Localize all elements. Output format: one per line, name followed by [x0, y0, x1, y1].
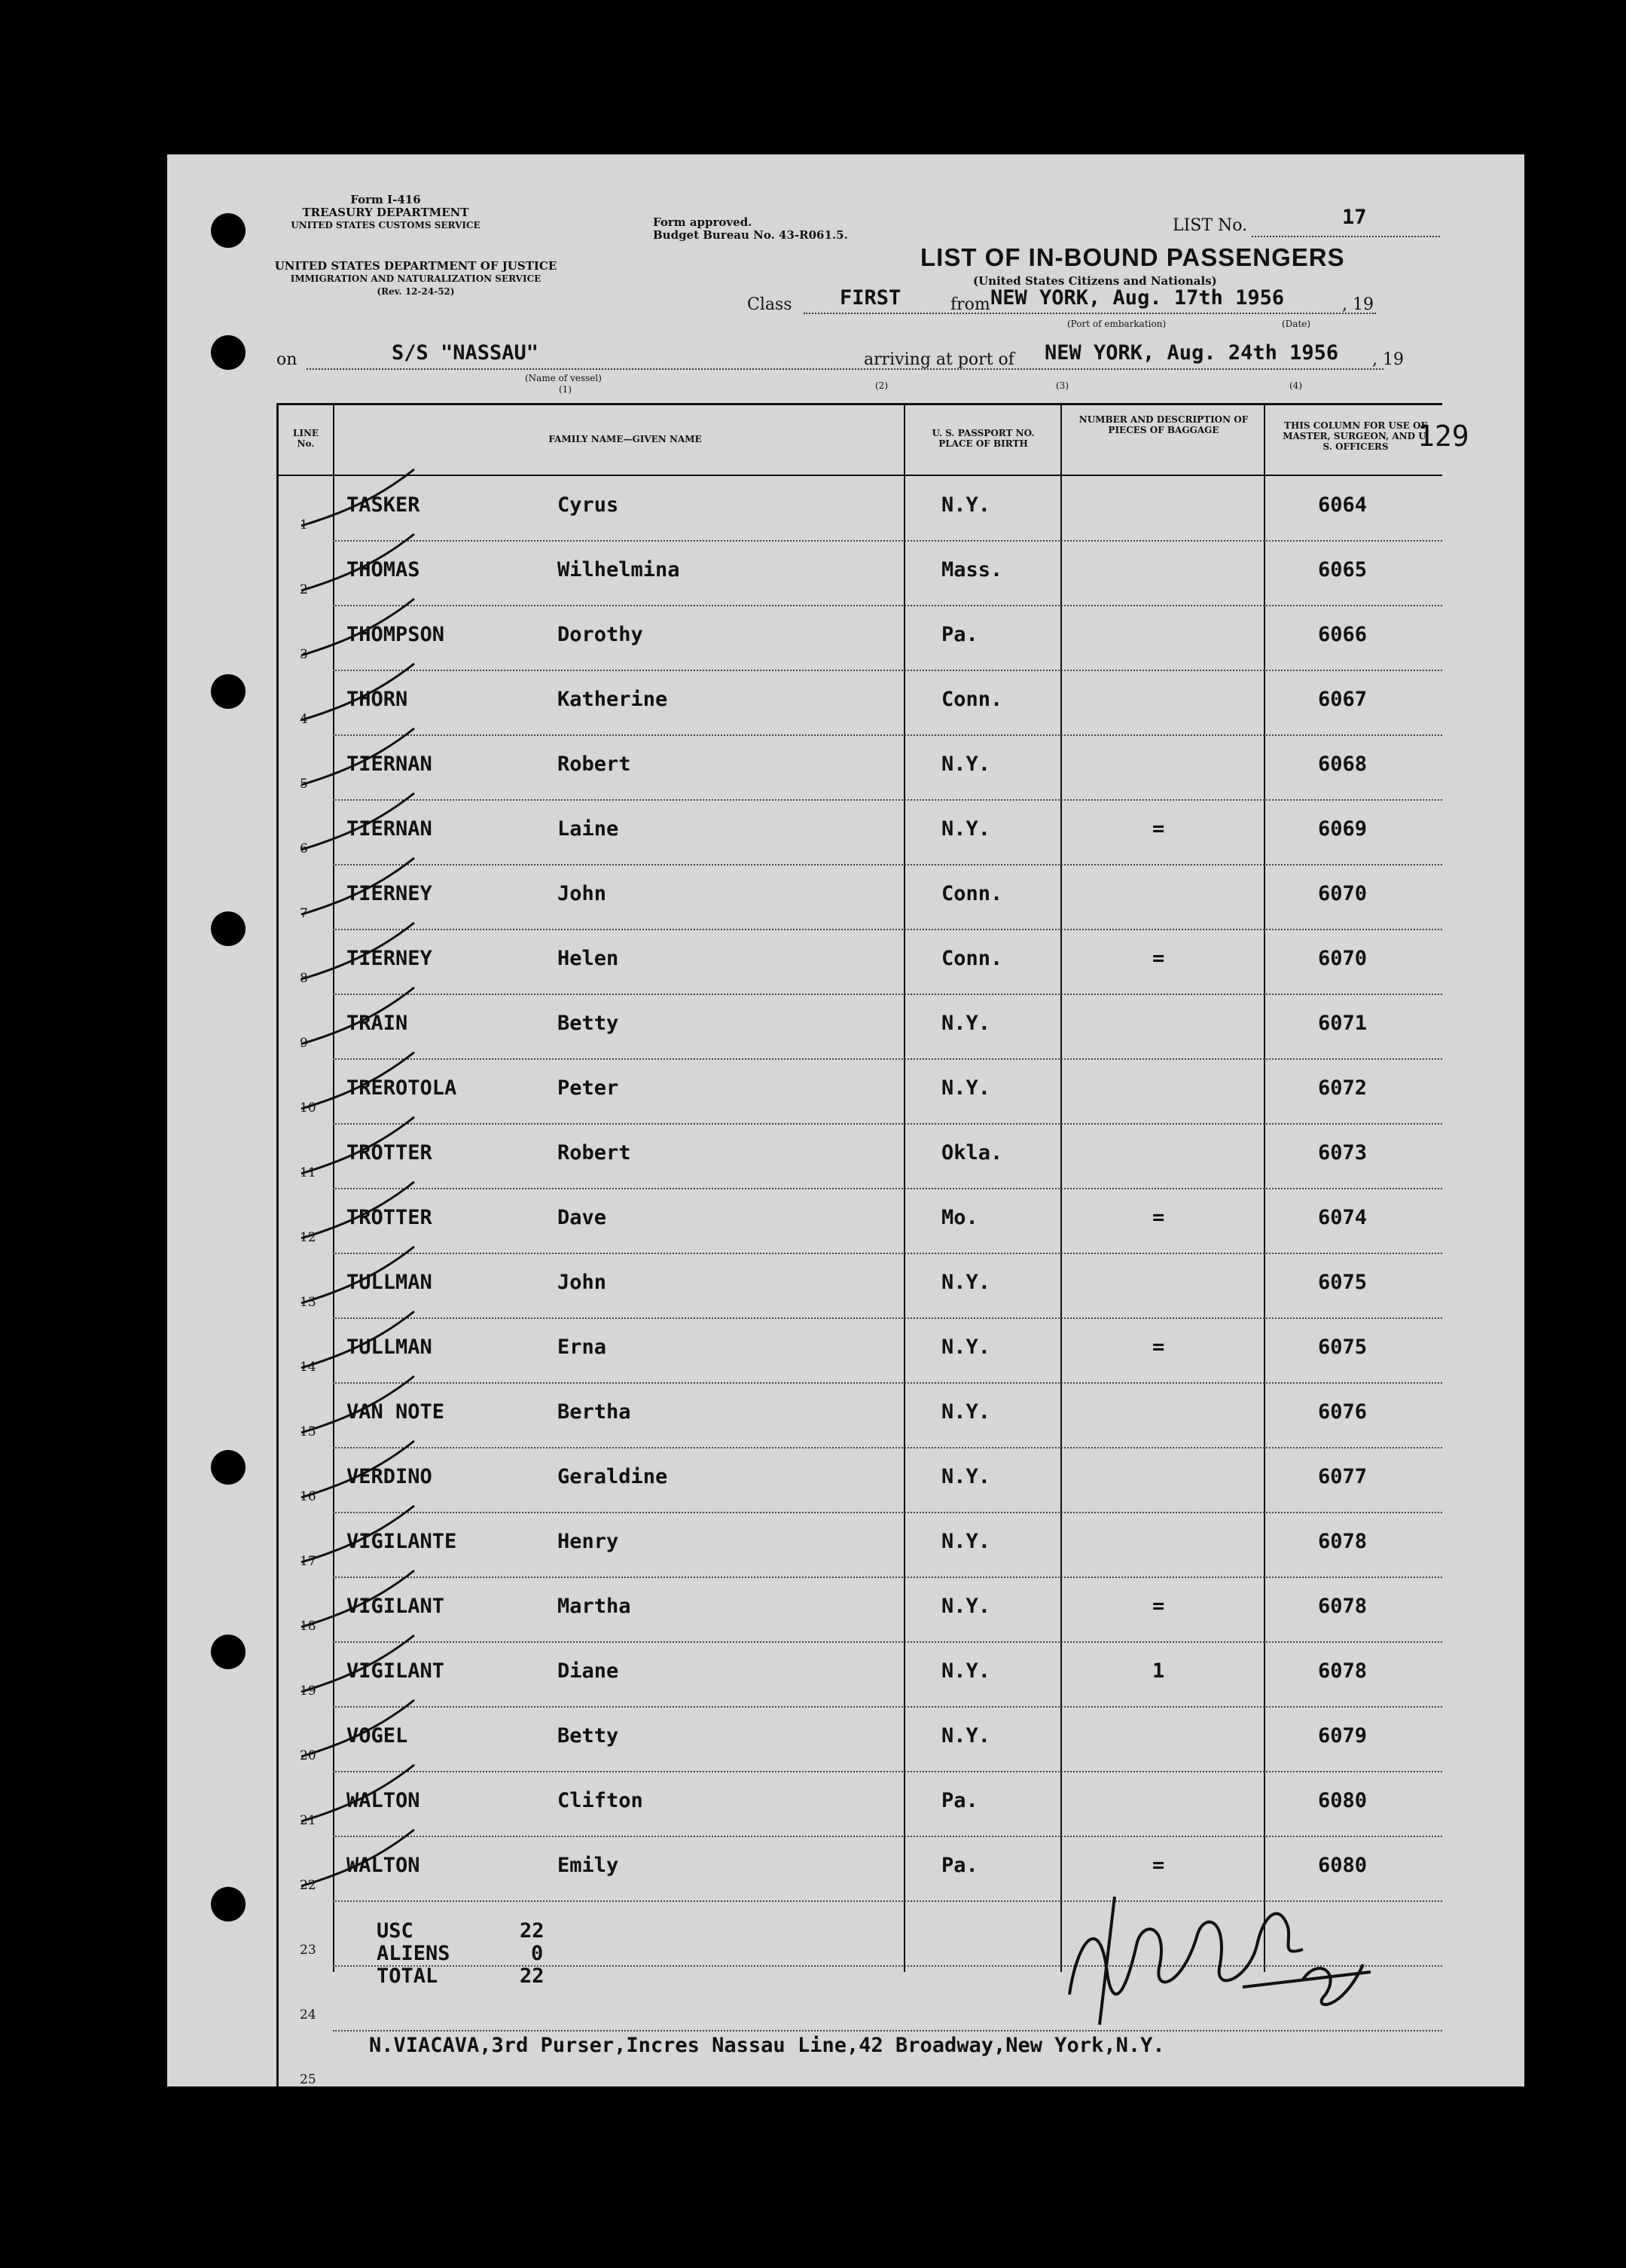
given-name: Wilhelmina: [557, 558, 680, 581]
check-mark: [294, 850, 422, 918]
place-of-birth: N.Y.: [941, 1271, 991, 1294]
place-of-birth: N.Y.: [941, 1012, 991, 1035]
given-name: Betty: [557, 1012, 619, 1035]
table-row: [279, 736, 1442, 801]
family-name: TULLMAN: [346, 1335, 432, 1359]
purser-footer: N.VIACAVA,3rd Purser,Incres Nassau Line,42 Broadway,New York,N.Y.: [369, 2034, 1165, 2057]
place-of-birth: Mo.: [941, 1206, 978, 1229]
check-mark: [294, 1822, 422, 1890]
given-name: Dave: [557, 1206, 607, 1229]
check-mark: [294, 721, 422, 789]
given-name: Diane: [557, 1659, 619, 1683]
place-of-birth: N.Y.: [941, 493, 991, 517]
class-line: [804, 313, 1376, 314]
line-number: 14: [300, 1360, 316, 1375]
officer-number: 6073: [1318, 1141, 1368, 1165]
place-of-birth: N.Y.: [941, 1595, 991, 1618]
family-name: TIERNEY: [346, 947, 432, 970]
family-name: WALTON: [346, 1854, 420, 1877]
given-name: Robert: [557, 752, 631, 776]
table-row: [279, 865, 1442, 930]
baggage: =: [1152, 1206, 1165, 1229]
table-row: [279, 606, 1442, 671]
family-name: TIERNAN: [346, 752, 432, 776]
check-mark: [294, 1498, 422, 1566]
given-name: Peter: [557, 1076, 619, 1100]
baggage: =: [1152, 817, 1165, 841]
officer-number: 6075: [1318, 1335, 1368, 1359]
line-number: 16: [300, 1489, 316, 1504]
line-number: 15: [300, 1424, 316, 1439]
line-number: 13: [300, 1295, 316, 1310]
line-number: 19: [300, 1683, 316, 1699]
line-number: 21: [300, 1813, 316, 1828]
table-row: [279, 930, 1442, 995]
table-row: [279, 1708, 1442, 1772]
line-number: 20: [300, 1748, 316, 1763]
line-number: 1: [300, 517, 308, 533]
given-name: Helen: [557, 947, 619, 970]
officer-number: 6071: [1318, 1012, 1368, 1035]
family-name: VAN NOTE: [346, 1400, 445, 1424]
page-subtitle: (United States Citizens and Nationals): [973, 274, 1217, 288]
col-passport: U. S. PASSPORT NO. PLACE OF BIRTH: [932, 428, 1035, 449]
table-row: [279, 1060, 1442, 1125]
given-name: John: [557, 882, 607, 905]
given-name: Martha: [557, 1595, 631, 1618]
port-caption: (Port of embarkation): [1067, 319, 1167, 329]
punch-hole: [211, 1887, 246, 1922]
officer-number: 6079: [1318, 1724, 1368, 1748]
officer-number: 6075: [1318, 1271, 1368, 1294]
line-number: 6: [300, 841, 308, 856]
place-of-birth: Okla.: [941, 1141, 1003, 1165]
baggage: =: [1152, 1595, 1165, 1618]
caption-4: (4): [1289, 380, 1302, 391]
place-of-birth: N.Y.: [941, 1076, 991, 1100]
check-mark: [294, 1628, 422, 1696]
line-number: 10: [300, 1100, 316, 1116]
family-name: TIERNEY: [346, 882, 432, 905]
col-officers: THIS COLUMN FOR USE OF MASTER, SURGEON, AND U. S. OFFICERS: [1283, 420, 1429, 452]
family-name: TULLMAN: [346, 1271, 432, 1294]
page-number: 129: [1417, 420, 1469, 453]
officer-number: 6078: [1318, 1530, 1368, 1553]
line-number: 2: [300, 582, 308, 597]
usc-value: 22: [520, 1919, 545, 1943]
place-of-birth: N.Y.: [941, 1724, 991, 1748]
place-of-birth: Mass.: [941, 558, 1003, 581]
line-number: 22: [300, 1878, 316, 1893]
table-row: [279, 801, 1442, 865]
given-name: Cyrus: [557, 493, 619, 517]
officer-number: 6080: [1318, 1854, 1368, 1877]
check-mark: [294, 1369, 422, 1436]
check-mark: [294, 1433, 422, 1501]
list-no-value: 17: [1342, 206, 1367, 229]
table-row: [279, 477, 1442, 542]
table-row: [279, 995, 1442, 1060]
table-row: [279, 1254, 1442, 1319]
handwritten-signature: [1054, 1882, 1401, 2040]
page-title: LIST OF IN-BOUND PASSENGERS: [920, 243, 1345, 271]
table-row: [279, 1513, 1442, 1578]
place-of-birth: Pa.: [941, 1854, 978, 1877]
on-label: on: [276, 350, 297, 369]
col-baggage: NUMBER AND DESCRIPTION OF PIECES OF BAGGAGE: [1078, 414, 1249, 435]
officer-number: 6072: [1318, 1076, 1368, 1100]
given-name: Katherine: [557, 688, 668, 711]
officer-number: 6077: [1318, 1465, 1368, 1488]
family-name: THORN: [346, 688, 408, 711]
place-of-birth: N.Y.: [941, 1400, 991, 1424]
line-number: 18: [300, 1619, 316, 1634]
family-name: TROTTER: [346, 1141, 432, 1165]
family-name: WALTON: [346, 1789, 420, 1812]
punch-hole: [211, 213, 246, 248]
table-row: [279, 1448, 1442, 1513]
table-row: [279, 1643, 1442, 1708]
family-name: THOMPSON: [346, 623, 445, 646]
punch-hole: [211, 911, 246, 946]
form-info: Form I-416 TREASURY DEPARTMENT UNITED STATES CUSTOMS SERVICE: [291, 193, 480, 230]
table-row: [279, 671, 1442, 736]
officer-number: 6074: [1318, 1206, 1368, 1229]
table-row: [279, 1384, 1442, 1448]
check-mark: [294, 1239, 422, 1307]
place-of-birth: Conn.: [941, 947, 1003, 970]
table-row: [279, 1189, 1442, 1254]
check-mark: [294, 915, 422, 983]
officer-number: 6070: [1318, 882, 1368, 905]
given-name: Erna: [557, 1335, 607, 1359]
given-name: Bertha: [557, 1400, 631, 1424]
family-name: TASKER: [346, 493, 420, 517]
check-mark: [294, 1045, 422, 1113]
family-name: VOGEL: [346, 1724, 408, 1748]
check-mark: [294, 591, 422, 659]
line-number: 4: [300, 712, 308, 727]
family-name: TREROTOLA: [346, 1076, 457, 1100]
total-value: 22: [520, 1964, 545, 1988]
table-row: [279, 1125, 1442, 1189]
given-name: Dorothy: [557, 623, 643, 646]
officer-number: 6080: [1318, 1789, 1368, 1812]
line-number: 8: [300, 971, 308, 986]
officer-number: 6066: [1318, 623, 1368, 646]
family-name: VIGILANT: [346, 1595, 445, 1618]
baggage: =: [1152, 1335, 1165, 1359]
family-name: TRAIN: [346, 1012, 408, 1035]
family-name: TROTTER: [346, 1206, 432, 1229]
list-no-line: [1252, 236, 1440, 237]
line-number: 12: [300, 1230, 316, 1245]
baggage: =: [1152, 947, 1165, 970]
total-label: TOTAL: [377, 1964, 438, 1988]
check-mark: [294, 1110, 422, 1177]
punch-hole: [211, 1450, 246, 1485]
punch-hole: [211, 335, 246, 370]
officer-number: 6065: [1318, 558, 1368, 581]
officer-number: 6070: [1318, 947, 1368, 970]
punch-hole: [211, 674, 246, 709]
table-row: [279, 1578, 1442, 1643]
list-no-label: LIST No.: [1173, 216, 1248, 235]
family-name: VIGILANTE: [346, 1530, 457, 1553]
given-name: John: [557, 1271, 607, 1294]
document-page: [167, 154, 1524, 2086]
check-mark: [294, 786, 422, 853]
family-name: TIERNAN: [346, 817, 432, 841]
family-name: VERDINO: [346, 1465, 432, 1488]
place-of-birth: Pa.: [941, 623, 978, 646]
table-row: [279, 542, 1442, 606]
officer-number: 6068: [1318, 752, 1368, 776]
date-caption: (Date): [1282, 319, 1311, 329]
aliens-value: 0: [531, 1942, 544, 1965]
place-of-birth: N.Y.: [941, 817, 991, 841]
place-of-birth: N.Y.: [941, 1465, 991, 1488]
year-suffix: , 19: [1342, 295, 1374, 314]
caption-3: (3): [1056, 380, 1069, 391]
line-number: 11: [300, 1165, 316, 1180]
family-name: THOMAS: [346, 558, 420, 581]
given-name: Clifton: [557, 1789, 643, 1812]
baggage: 1: [1152, 1659, 1165, 1683]
place-of-birth: Pa.: [941, 1789, 978, 1812]
table-row: [279, 1772, 1442, 1837]
place-of-birth: N.Y.: [941, 1530, 991, 1553]
passenger-table: [276, 403, 1442, 2086]
place-of-birth: Conn.: [941, 688, 1003, 711]
officer-number: 6067: [1318, 688, 1368, 711]
given-name: Henry: [557, 1530, 619, 1553]
check-mark: [294, 1174, 422, 1242]
embarkation-value: NEW YORK, Aug. 17th 1956: [990, 286, 1285, 310]
place-of-birth: N.Y.: [941, 1659, 991, 1683]
baggage: =: [1152, 1854, 1165, 1877]
family-name: VIGILANT: [346, 1659, 445, 1683]
place-of-birth: Conn.: [941, 882, 1003, 905]
line-number: 9: [300, 1036, 308, 1051]
form-approved: Form approved. Budget Bureau No. 43-R061.5.: [653, 215, 848, 242]
given-name: Robert: [557, 1141, 631, 1165]
officer-number: 6078: [1318, 1595, 1368, 1618]
place-of-birth: N.Y.: [941, 1335, 991, 1359]
vessel-caption: (Name of vessel): [525, 373, 602, 383]
line-number: 3: [300, 647, 308, 662]
check-mark: [294, 980, 422, 1048]
check-mark: [294, 1563, 422, 1631]
check-mark: [294, 1304, 422, 1372]
given-name: Betty: [557, 1724, 619, 1748]
line-number: 23: [300, 1943, 316, 1958]
place-of-birth: N.Y.: [941, 752, 991, 776]
dept-justice: UNITED STATES DEPARTMENT OF JUSTICE IMMIGRATION AND NATURALIZATION SERVICE (Rev. 12-24-52): [274, 259, 557, 297]
check-mark: [294, 1693, 422, 1760]
line-number: 25: [300, 2072, 316, 2086]
year-suffix-2: , 19: [1372, 350, 1404, 369]
given-name: Emily: [557, 1854, 619, 1877]
vessel-line: [307, 368, 1383, 370]
arrival-value: NEW YORK, Aug. 24th 1956: [1045, 341, 1339, 365]
check-mark: [294, 1757, 422, 1825]
officer-number: 6064: [1318, 493, 1368, 517]
given-name: Laine: [557, 817, 619, 841]
officer-number: 6069: [1318, 817, 1368, 841]
col-name: FAMILY NAME—GIVEN NAME: [548, 434, 702, 444]
caption-2: (2): [875, 380, 888, 391]
check-mark: [294, 462, 422, 530]
col-line: LINE No.: [292, 428, 319, 449]
line-number: 17: [300, 1554, 316, 1569]
line-number: 7: [300, 906, 308, 921]
caption-1: (1): [559, 384, 572, 395]
usc-label: USC: [377, 1919, 413, 1943]
check-mark: [294, 527, 422, 594]
officer-number: 6076: [1318, 1400, 1368, 1424]
punch-hole: [211, 1635, 246, 1669]
arriving-label: arriving at port of: [864, 350, 1014, 369]
line-number: 5: [300, 777, 308, 792]
line-number: 24: [300, 2007, 316, 2022]
class-value: FIRST: [840, 286, 901, 310]
table-row: [279, 1319, 1442, 1384]
from-label: from: [950, 295, 990, 314]
aliens-label: ALIENS: [377, 1942, 450, 1965]
vessel-name: S/S "NASSAU": [392, 341, 539, 365]
given-name: Geraldine: [557, 1465, 668, 1488]
check-mark: [294, 656, 422, 724]
class-label: Class: [747, 295, 792, 314]
officer-number: 6078: [1318, 1659, 1368, 1683]
